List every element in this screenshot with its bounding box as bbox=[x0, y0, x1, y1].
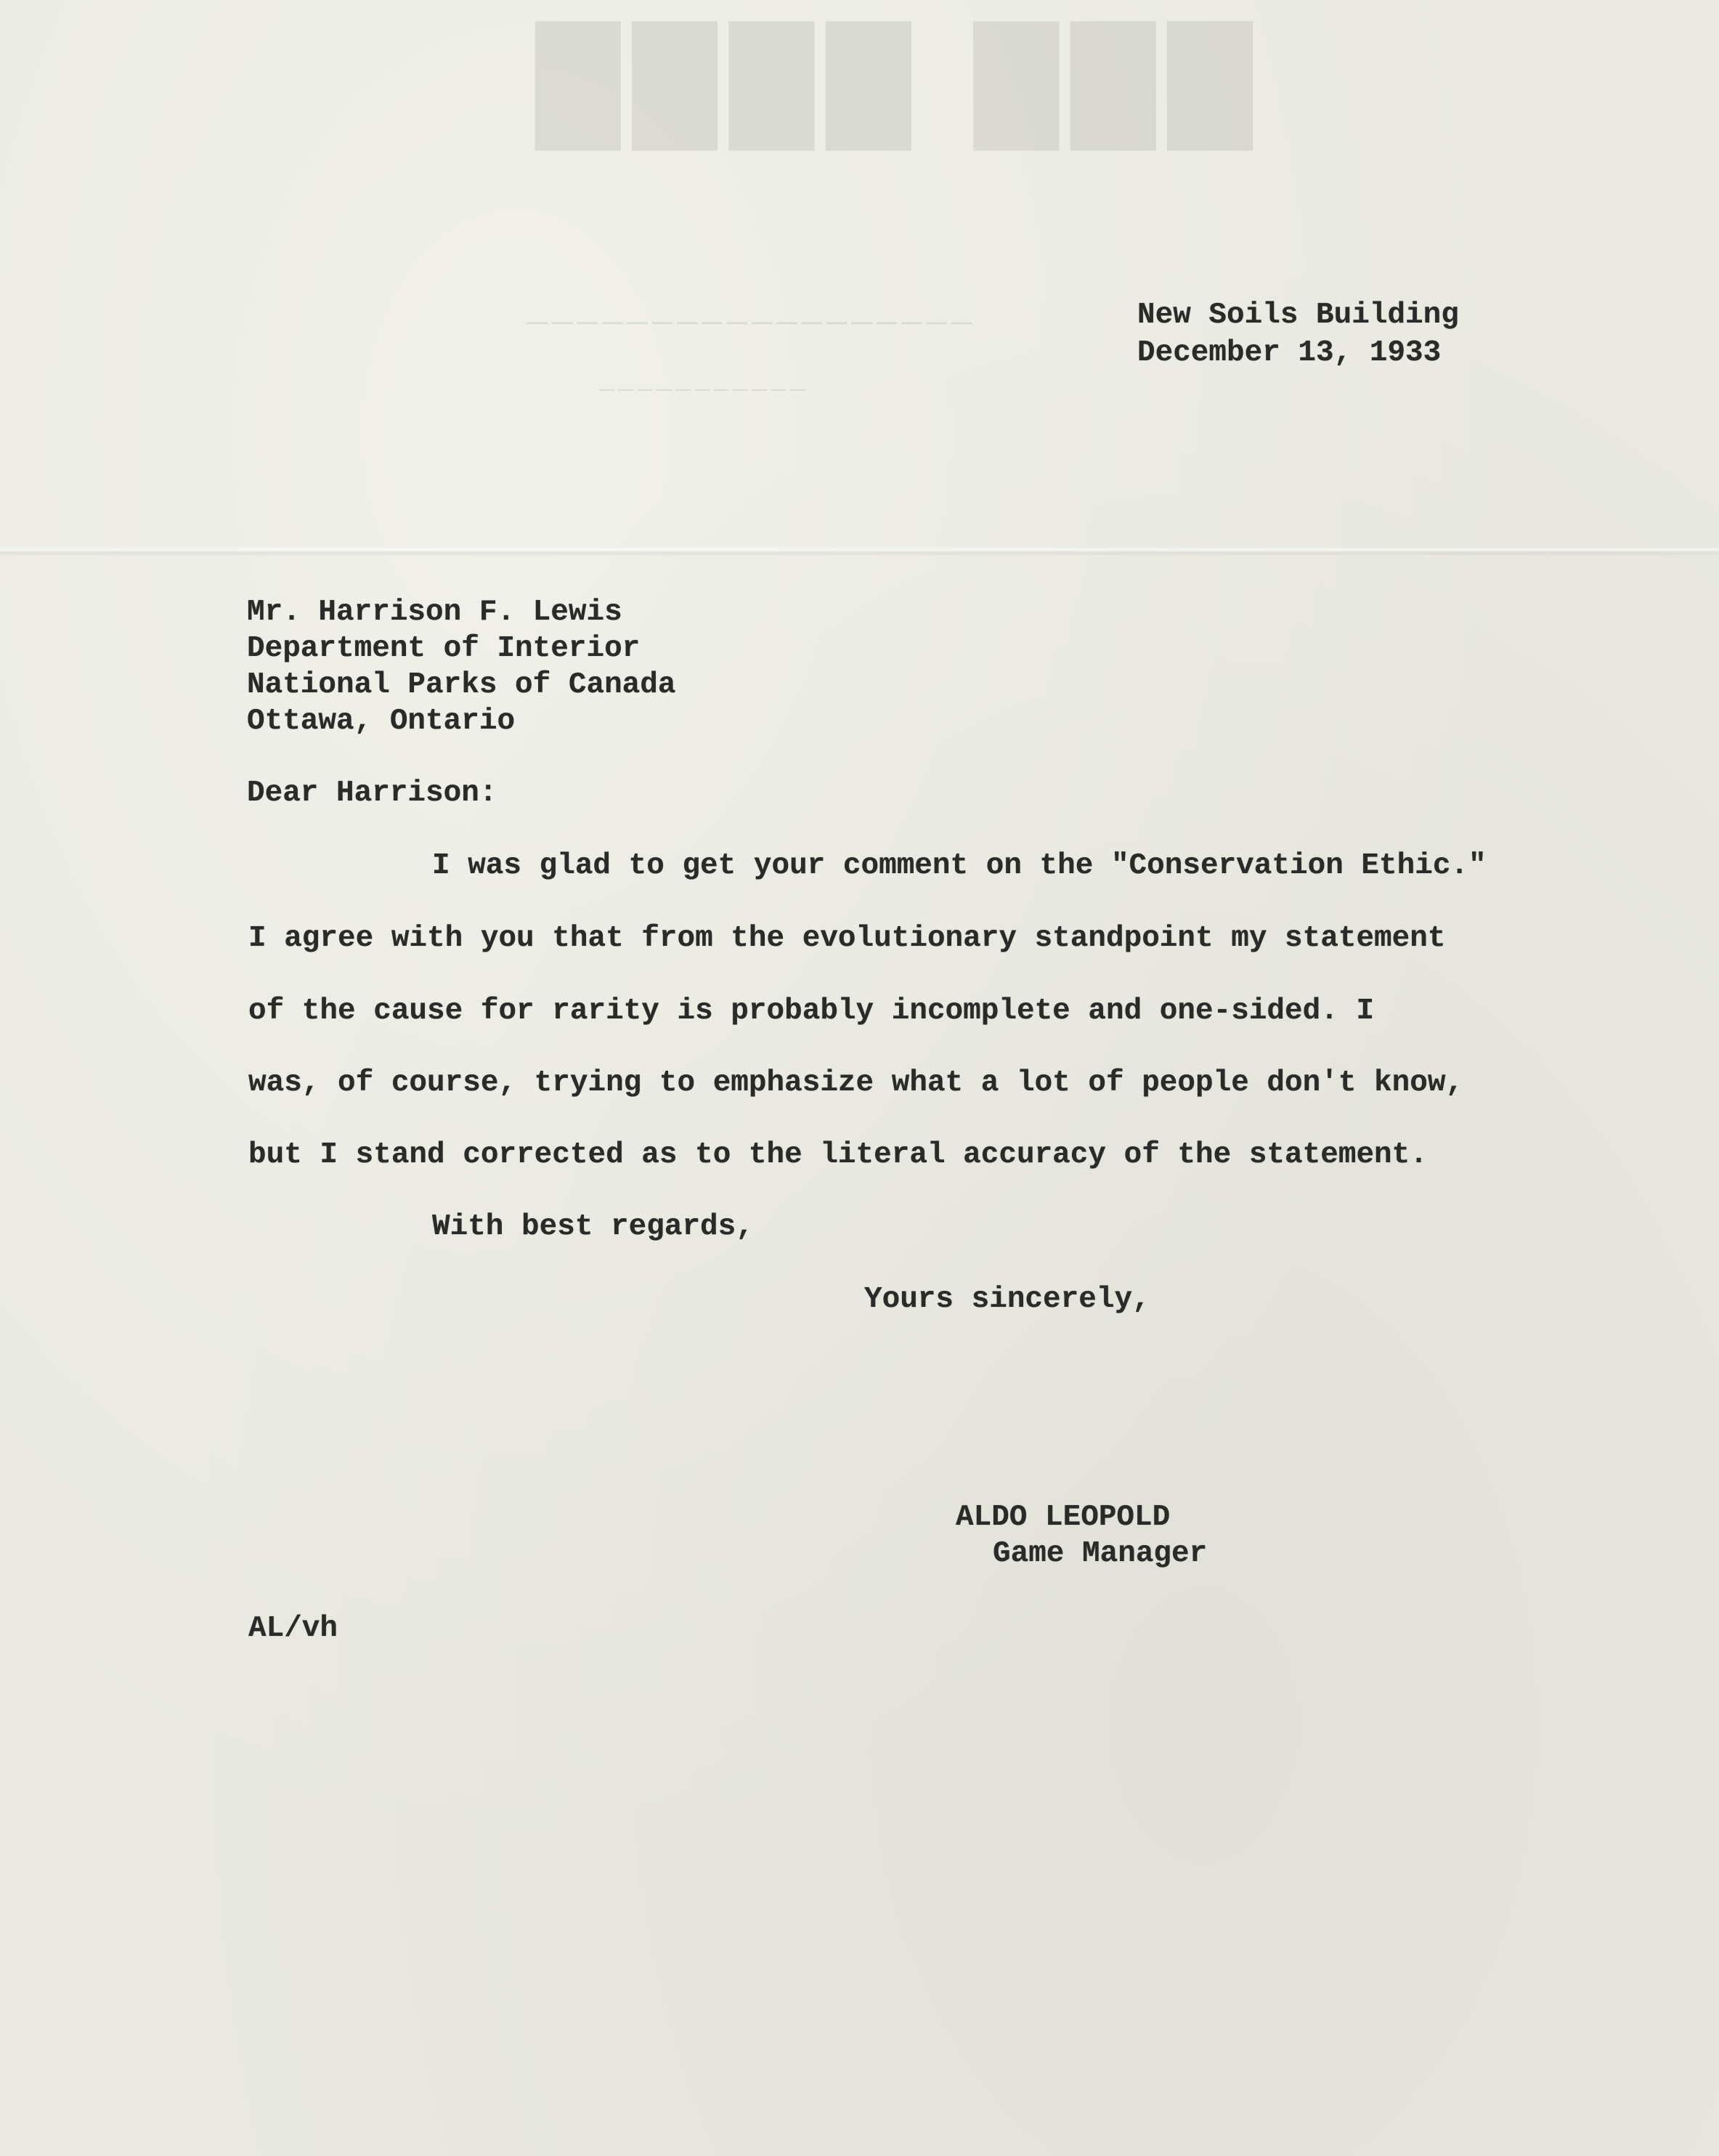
salutation: Dear Harrison: bbox=[247, 777, 497, 810]
complimentary-closing: Yours sincerely, bbox=[864, 1283, 1150, 1316]
body-line: I was glad to get your comment on the "Conservation Ethic." bbox=[432, 849, 1487, 883]
paper-fold-line bbox=[0, 546, 1719, 556]
signature-name: ALDO LEOPOLD bbox=[956, 1501, 1171, 1534]
recipient-city: Ottawa, Ontario bbox=[247, 705, 516, 738]
closing-regards: With best regards, bbox=[432, 1210, 754, 1244]
reference-initials: AL/vh bbox=[248, 1612, 338, 1645]
bleed-through-parks-line: ─────────── bbox=[596, 378, 805, 402]
body-line: but I stand corrected as to the literal accuracy of the statement. bbox=[248, 1138, 1428, 1172]
letter-date: December 13, 1933 bbox=[1137, 336, 1442, 370]
bleed-through-letterhead: ███ ████ bbox=[523, 22, 1252, 150]
bleed-through-department-line: ────────────────── bbox=[523, 306, 972, 339]
signature-title: Game Manager bbox=[993, 1537, 1208, 1571]
recipient-name: Mr. Harrison F. Lewis bbox=[247, 596, 622, 629]
recipient-organization: National Parks of Canada bbox=[247, 668, 676, 702]
sender-location: New Soils Building bbox=[1137, 299, 1459, 332]
body-line: I agree with you that from the evolutionary standpoint my statement bbox=[248, 922, 1446, 955]
body-line: of the cause for rarity is probably incomplete and one-sided. I bbox=[248, 994, 1375, 1028]
recipient-department: Department of Interior bbox=[247, 632, 641, 665]
body-line: was, of course, trying to emphasize what a lot of people don't know, bbox=[248, 1066, 1464, 1100]
